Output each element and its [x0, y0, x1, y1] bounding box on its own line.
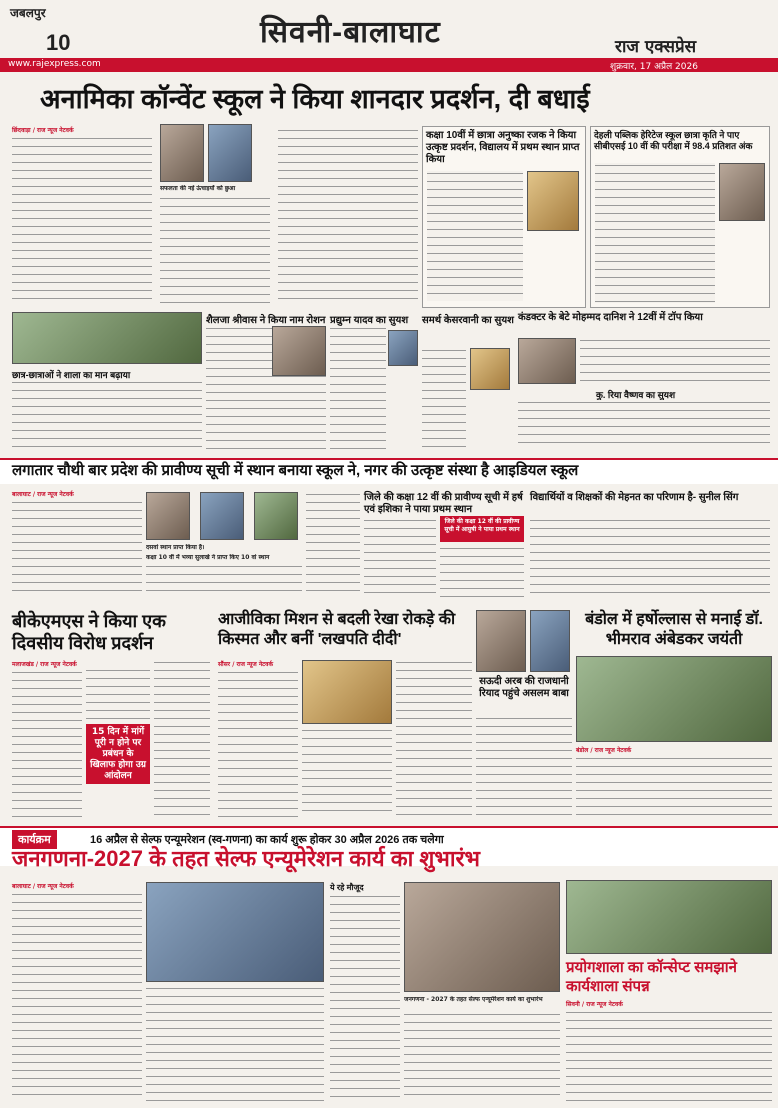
samarth-body	[422, 348, 466, 450]
lead-byline: छिंदवाड़ा / राज न्यूज नेटवर्क	[12, 127, 74, 134]
saudi-headline: सऊदी अरब की राजधानी रियाद पहुंचे असलम बाबा	[479, 676, 569, 699]
shailja-photo	[272, 326, 326, 376]
lab-photo	[566, 880, 772, 954]
sunil-headline: विद्यार्थियों व शिक्षकों की मेहनत का परिणाम है- सुनील सिंग	[530, 492, 739, 503]
ajeevika-headline: आजीविका मिशन से बदली रेखा रोकड़े की किस्मत और बनीं 'लखपति दीदी'	[218, 611, 456, 648]
danish-body	[580, 338, 770, 384]
bcms-body	[12, 670, 82, 818]
ideal-body-3	[306, 492, 360, 598]
aslam-photo-2	[530, 610, 570, 672]
row2-left-body	[12, 380, 202, 450]
page-number: 10	[46, 30, 71, 55]
date-bar	[0, 58, 778, 72]
census-body-4	[404, 1012, 560, 1102]
student-photo	[208, 124, 252, 182]
bcms-body-3	[154, 660, 210, 818]
ideal-cap1: दसवां स्थान प्राप्त किया है।	[146, 544, 205, 551]
ajeevika-body-3	[396, 660, 472, 818]
issue-date: शुक्रवार, 17 अप्रैल 2026	[610, 62, 698, 72]
census-photo-2	[404, 882, 560, 992]
anushka-body	[427, 171, 523, 301]
lead-body-col3	[278, 128, 418, 306]
side-story-kriti	[590, 126, 770, 308]
ideal-body	[12, 500, 142, 598]
riya-headline: कु. रिया वैष्णव का सुयश	[596, 390, 676, 400]
student-photo	[160, 124, 204, 182]
edition-city: जबलपुर	[10, 6, 46, 20]
pradhyumn-body	[330, 326, 386, 450]
district-headline: जिले की कक्षा 12 वीं की प्रावीण्य सूची में हर्ष एवं इशिका ने पाया प्रथम स्थान	[364, 492, 523, 515]
bcms-byline: मलाजखंड / राज न्यूज नेटवर्क	[12, 661, 77, 668]
bcms-headline: बीकेएमएस ने किया एक दिवसीय विरोध प्रदर्शन	[12, 611, 166, 653]
shailja-headline: शैलजा श्रीवास ने किया नाम रोशन	[206, 315, 326, 326]
ambedkar-photo	[576, 656, 772, 742]
kriti-headline: देहली पब्लिक हेरिटेज स्कूल छात्रा कृति ने पाए सीबीएसई 10 वीं की परीक्षा में 98.4 प्रतिशत अंक	[594, 130, 753, 151]
lead-photo-caption: सफलता की नई ऊंचाइयों को छुआ	[160, 185, 236, 192]
ideal-byline: बालाघाट / राज न्यूज नेटवर्क	[12, 491, 74, 498]
sunil-body	[530, 518, 770, 598]
kriti-photo	[719, 163, 765, 221]
pradhyumn-photo	[388, 330, 418, 366]
district-body	[364, 518, 436, 598]
aslam-photo	[476, 610, 526, 672]
brand-name: राज एक्सप्रेस	[615, 37, 697, 57]
ajeevika-body	[218, 670, 298, 818]
lab-body	[566, 1010, 772, 1102]
samarth-photo	[470, 348, 510, 390]
anushka-photo	[527, 171, 579, 231]
census-note: ये रहे मौजूद	[330, 883, 364, 892]
lead-body-col2	[160, 196, 270, 306]
ideal-body-2	[146, 564, 302, 598]
side-story-anushka	[422, 126, 586, 308]
website-link[interactable]: www.rajexpress.com	[8, 59, 101, 69]
census-body-2	[146, 986, 324, 1102]
census-photo-1	[146, 882, 324, 982]
riya-body	[518, 400, 770, 450]
ambedkar-byline: बंडोल / राज न्यूज नेटवर्क	[576, 747, 632, 754]
danish-headline: कंडक्टर के बेटे मोहम्मद दानिश ने 12वीं में टॉप किया	[518, 312, 703, 323]
lab-headline: प्रयोगशाला का कॉन्सेप्ट समझाने कार्यशाला संपन्न	[566, 959, 737, 995]
lead-headline: अनामिका कॉन्वेंट स्कूल ने किया शानदार प्रदर्शन, दी बधाई	[40, 84, 590, 114]
census-body	[12, 892, 142, 1102]
section-title: सिवनी-बालाघाट	[260, 16, 441, 49]
ajeevika-body-2	[302, 728, 392, 818]
district-red-tag: जिले की कक्षा 12 वीं की प्रावीण्य सूची में आयुषी ने पाया प्रथम स्थान	[440, 516, 524, 542]
student-photo	[254, 492, 298, 540]
census-ribbon: कार्यक्रम	[12, 830, 57, 849]
ideal-headline: लगातार चौथी बार प्रदेश की प्रावीण्य सूची में स्थान बनाया स्कूल ने, नगर की उत्कृष्ट संस्था है आइडियल स्कूल	[12, 462, 579, 479]
ajeevika-photo	[302, 660, 392, 724]
kriti-body	[595, 163, 715, 303]
student-photo	[200, 492, 244, 540]
ambedkar-headline: बंडोल में हर्षोल्लास से मनाई डॉ. भीमराव अंबेडकर जयंती	[585, 611, 763, 648]
ajeevika-byline: सौंसर / राज न्यूज नेटवर्क	[218, 661, 274, 668]
danish-photo	[518, 338, 576, 384]
census-byline: बालाघाट / राज न्यूज नेटवर्क	[12, 883, 74, 890]
bcms-body-2	[86, 668, 150, 720]
saudi-body	[476, 716, 572, 818]
lead-body-col1	[12, 136, 152, 306]
pradhyumn-headline: प्रद्युम्न यादव का सुयश	[330, 315, 409, 326]
samarth-headline: समर्थ केसरवानी का सुयश	[422, 315, 514, 326]
ideal-cap2: कक्षा 10 वीं में भव्या सुलाखे ने प्राप्त किए 10 वां स्थान	[146, 554, 270, 561]
census-headline: जनगणना-2027 के तहत सेल्फ एन्यूमेरेशन कार्य का शुभारंभ	[12, 846, 480, 871]
lab-byline: सिवनी / राज न्यूज नेटवर्क	[566, 1001, 623, 1008]
census-kicker: 16 अप्रैल से सेल्फ एन्यूमरेशन (स्व-गणना) का कार्य शुरू होकर 30 अप्रैल 2026 तक चलेगा	[90, 834, 444, 846]
census-body-3	[330, 894, 400, 1102]
district-body-2	[440, 546, 524, 598]
census-photo-caption: जनगणना - 2027 के तहत सेल्फ एन्यूमेरेशन कार्य का शुभारंभ	[404, 996, 543, 1003]
ambedkar-body	[576, 756, 772, 818]
students-group-photo	[12, 312, 202, 364]
anushka-headline: कक्षा 10वीं में छात्रा अनुष्का रजक ने किया उत्कृष्ट प्रदर्शन, विद्यालय में प्रथम स्थान प्राप्त किया	[426, 130, 580, 165]
bhavya-photo	[146, 492, 190, 540]
school-pride-caption: छात्र-छात्राओं ने शाला का मान बढ़ाया	[12, 370, 131, 380]
demand-box: 15 दिन में मांगें पूरी न होने पर प्रबंधन के खिलाफ होगा उग्र आंदोलन	[86, 724, 150, 784]
